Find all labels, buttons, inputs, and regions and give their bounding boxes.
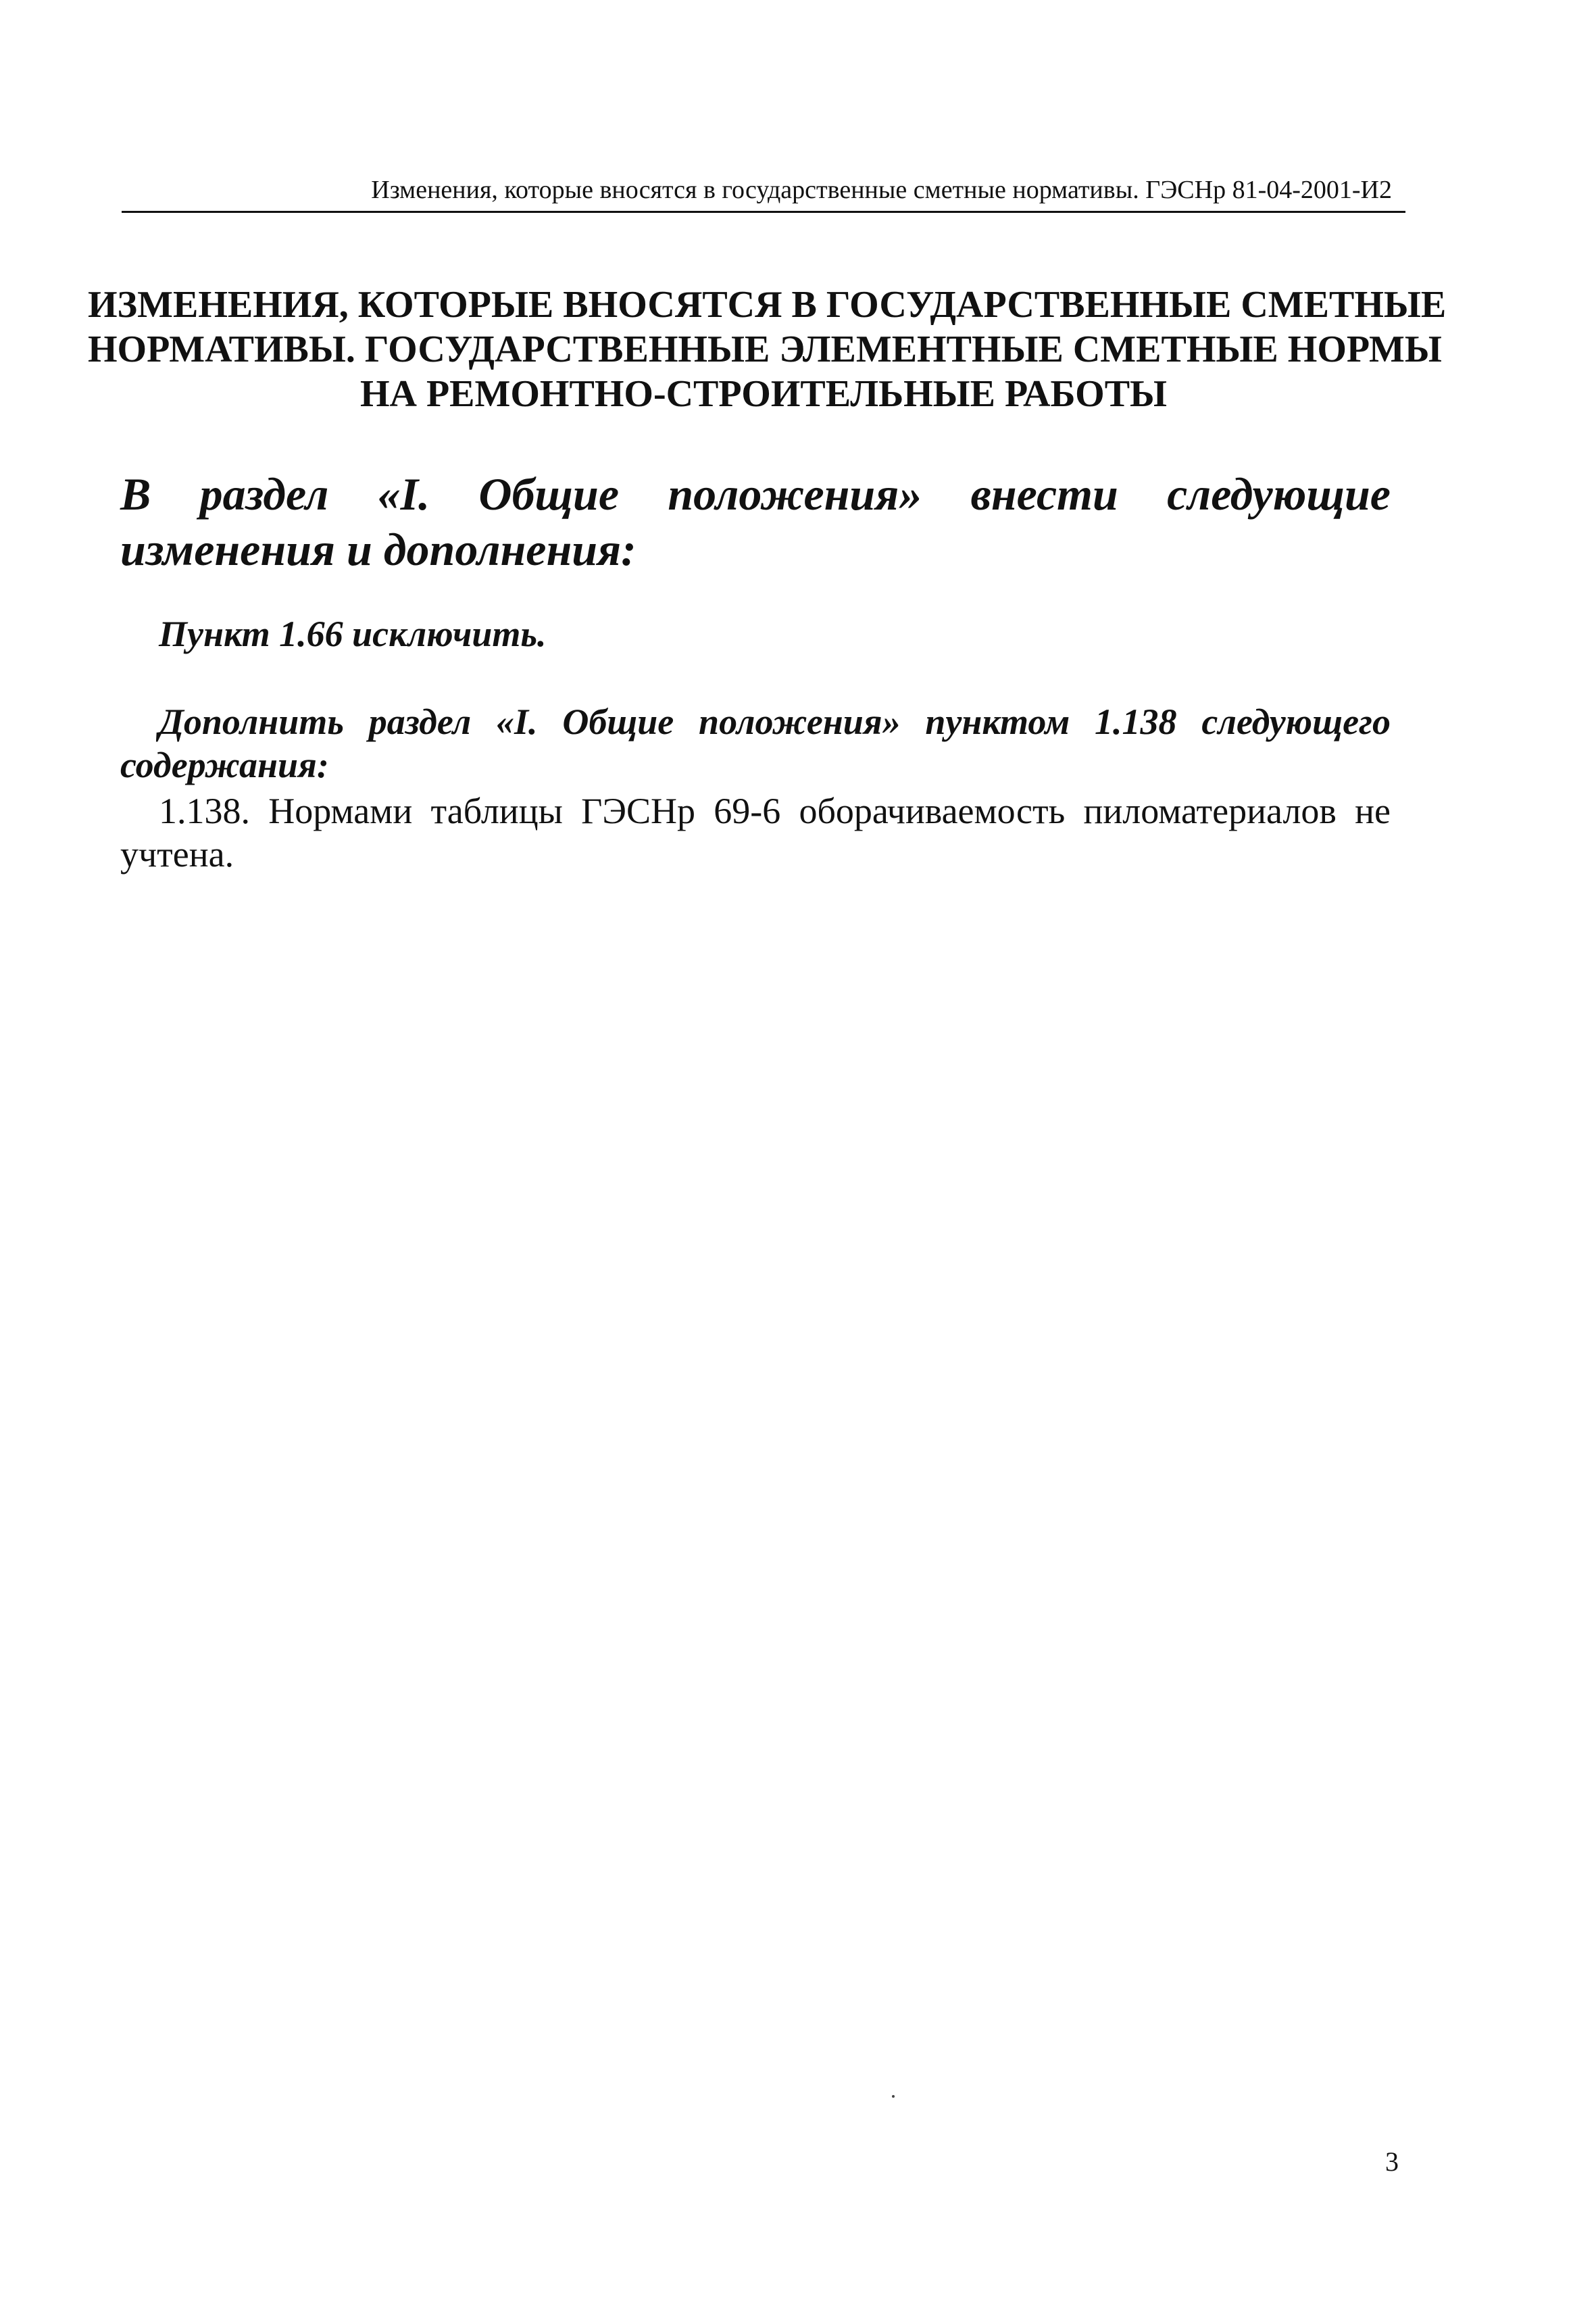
document-title-line-1: ИЗМЕНЕНИЯ, КОТОРЫЕ ВНОСЯТСЯ В ГОСУДАРСТВЕННЫЕ СМЕТНЫЕ (88, 284, 1447, 326)
section-heading: В раздел «I. Общие положения» внести следующие изменения и дополнения: (120, 468, 1391, 575)
document-title-line-2: НОРМАТИВЫ. ГОСУДАРСТВЕННЫЕ ЭЛЕМЕНТНЫЕ СМЕТНЫЕ НОРМЫ (88, 328, 1442, 370)
item-add-body (120, 789, 1391, 876)
page-number: 3 (1385, 2146, 1399, 2177)
item-add-heading-line-2: содержания: (120, 745, 329, 785)
item-removed-paragraph: Пункт 1.66 исключить. (159, 614, 547, 654)
scan-speck (892, 2095, 895, 2098)
document-title-line-3: НА РЕМОНТНО-СТРОИТЕЛЬНЫЕ РАБОТЫ (359, 373, 1168, 415)
item-add-heading-line-1: Дополнить раздел «I. Общие положения» пунктом 1.138 следующего (159, 701, 1391, 742)
document-title (88, 282, 1447, 416)
item-add-body-line-2: учтена. (120, 834, 234, 875)
item-add-heading (120, 700, 1391, 787)
header-rule (122, 211, 1405, 213)
running-header: Изменения, которые вносятся в государственные сметные нормативы. ГЭСНр 81-04-2001-И2 (371, 176, 1392, 204)
item-add-body-line-1: 1.138. Нормами таблицы ГЭСНр 69-6 оборачиваемость пиломатериалов не (159, 791, 1391, 831)
